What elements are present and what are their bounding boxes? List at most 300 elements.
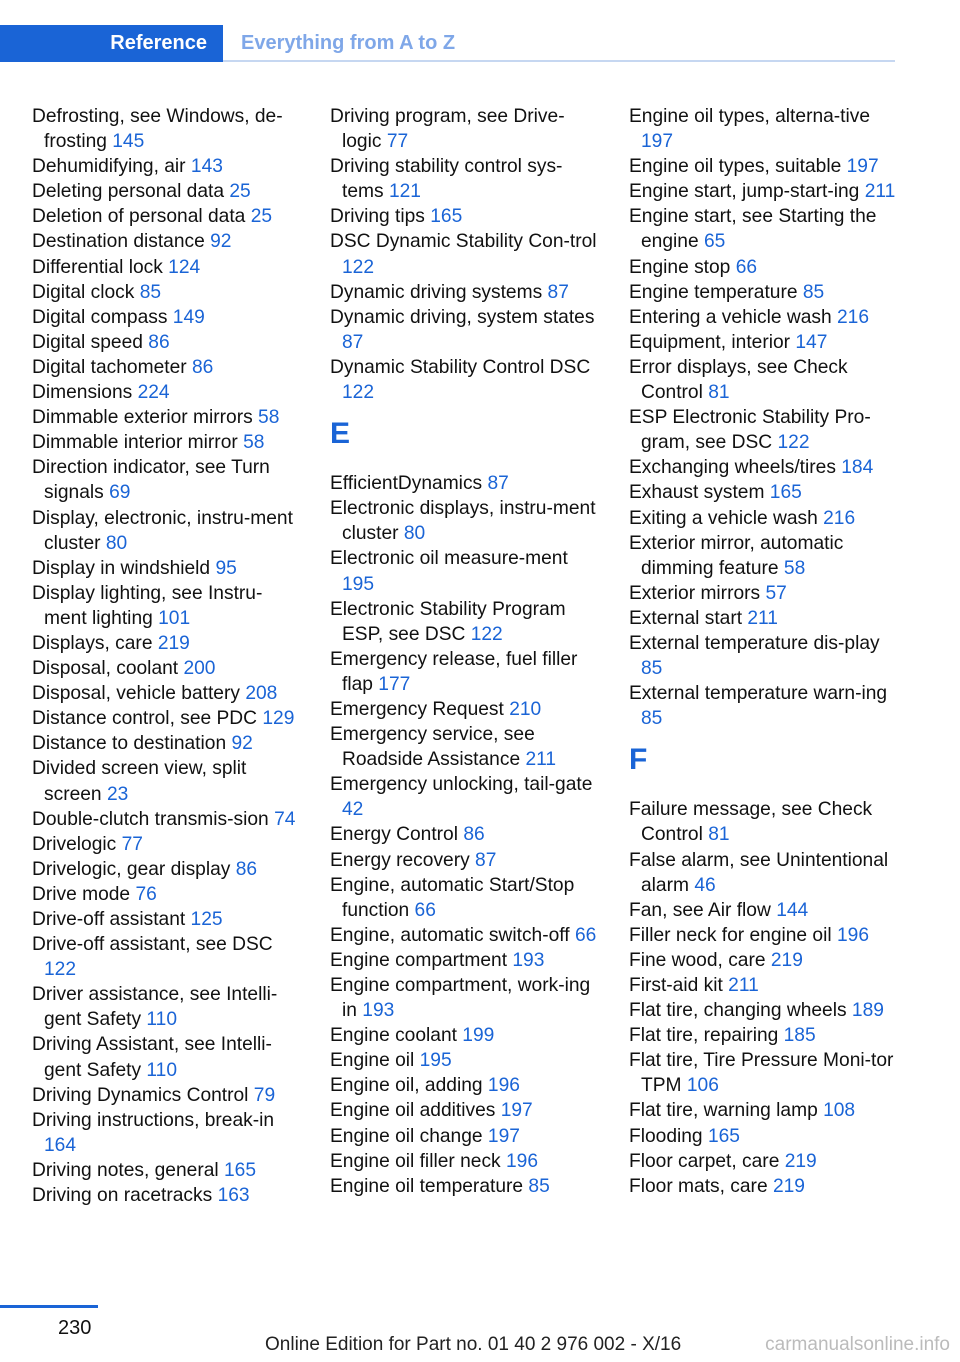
entry-term: Emergency unlocking, tail-gate [330,774,593,796]
index-entry [32,430,302,455]
index-entry [32,204,302,229]
edition-note: Online Edition for Part no. 01 40 2 976 002 - X/16 [265,1334,682,1355]
entry-term: Driving Assistant, see Intelli-gent Safety [32,1034,272,1081]
entry-page-link[interactable]: 80 [105,532,128,554]
entry-page-link[interactable]: 177 [378,673,411,695]
entry-list [330,471,600,1199]
entry-term: Engine oil types, alterna-tive [629,106,871,127]
entry-page-link[interactable]: 122 [777,432,810,454]
subsection-title[interactable]: Everything from A to Z [241,32,456,54]
entry-term: Floor mats, care [629,1175,768,1197]
index-entry [330,1023,600,1048]
entry-term: Dynamic driving, system states [330,306,595,328]
index-entry [32,656,302,681]
entry-term: Defrosting, see Windows, de-frosting [32,106,283,153]
index-entry [32,631,302,656]
entry-term: Exhaust system [629,482,765,504]
index-entry [629,355,897,405]
entry-page-link[interactable]: 211 [864,181,896,203]
entry-page-link[interactable]: 216 [837,306,870,328]
index-entry [330,546,600,596]
entry-term: Dehumidifying, air [32,156,186,178]
index-entry [330,204,600,229]
entry-term: Distance control, see PDC [32,708,258,730]
section-tab-reference[interactable]: Reference [110,32,207,54]
entry-page-link[interactable]: 196 [836,924,869,946]
index-entry [32,1183,302,1208]
entry-page-link[interactable]: 224 [137,382,170,404]
entry-page-link[interactable]: 197 [500,1100,533,1122]
entry-page-link[interactable]: 66 [735,256,758,278]
entry-page-link[interactable]: 87 [342,331,364,353]
index-entry [32,330,302,355]
entry-term: Driving Dynamics Control [32,1084,249,1106]
entry-term: Engine, automatic Start/Stop function [330,874,575,921]
index-entry [629,455,897,480]
index-entry [32,380,302,405]
index-entry [32,355,302,380]
index-entry [32,1108,302,1158]
entry-term: Emergency Request [330,698,504,720]
entry-page-link[interactable]: 121 [388,181,421,203]
entry-term: Engine oil, adding [330,1075,483,1097]
entry-term: Distance to destination [32,733,227,755]
entry-page-link[interactable]: 101 [158,607,191,629]
index-entry [629,506,897,531]
index-entry [32,731,302,756]
index-entry [629,280,897,305]
index-entry [32,1032,302,1082]
entry-page-link[interactable]: 219 [784,1150,817,1172]
entry-term: Dimensions [32,382,133,404]
entry-term: Engine temperature [629,281,798,303]
entry-page-link[interactable]: 87 [547,281,569,303]
entry-term: Engine oil [330,1050,415,1072]
index-entry [330,305,600,355]
entry-page-link[interactable]: 46 [694,874,716,896]
entry-term: Dimmable exterior mirrors [32,407,253,429]
entry-term: Drive-off assistant, see DSC [32,934,273,956]
entry-page-link[interactable]: 77 [121,833,143,855]
index-entry [629,1023,897,1048]
index-entry [32,229,302,254]
index-entry [629,1124,897,1149]
index-entry [629,405,897,455]
entry-term: Digital clock [32,281,135,303]
index-entry [330,280,600,305]
entry-page-link[interactable]: 92 [210,231,232,253]
entry-page-link[interactable]: 58 [783,557,806,579]
entry-term: Display, electronic, instru-ment cluster [32,507,293,554]
index-entry [629,531,897,581]
index-entry [330,1149,600,1174]
entry-term: Entering a vehicle wash [629,306,832,328]
index-entry [32,857,302,882]
index-entry [330,848,600,873]
index-entry [330,496,600,546]
entry-page-link[interactable]: 219 [772,1175,805,1197]
entry-page-link[interactable]: 106 [686,1075,719,1097]
entry-page-link[interactable]: 122 [44,959,77,981]
index-entry [32,1083,302,1108]
index-entry [629,255,897,280]
header-rule [223,60,895,62]
entry-page-link[interactable]: 196 [506,1150,539,1172]
entry-term: Divided screen view, split screen [32,758,247,805]
entry-page-link[interactable]: 86 [463,824,485,846]
index-entry [32,832,302,857]
entry-term: Exterior mirror, automatic dimming feature [629,532,844,579]
entry-term: Energy Control [330,824,458,846]
entry-term: Engine stop [629,256,731,278]
entry-term: Emergency release, fuel filler flap [330,648,578,695]
entry-page-link[interactable]: 85 [139,281,162,303]
entry-page-link[interactable]: 145 [112,131,145,153]
entry-page-link[interactable]: 129 [262,708,295,730]
index-entry [32,907,302,932]
entry-term: Flat tire, changing wheels [629,1000,847,1022]
index-entry [32,255,302,280]
entry-term: Engine compartment, work-ing in [330,975,591,1022]
entry-page-link[interactable]: 210 [509,698,542,720]
entry-page-link[interactable]: 195 [419,1050,452,1072]
entry-term: Failure message, see Check Control [629,799,873,846]
entry-page-link[interactable]: 85 [802,281,825,303]
entry-term: Flat tire, repairing [629,1025,779,1047]
entry-term: External start [629,607,743,629]
index-entry [330,355,600,405]
index-entry [330,154,600,204]
entry-term: Engine start, see Starting the engine [629,206,877,253]
entry-page-link[interactable]: 110 [146,1059,178,1081]
index-entry [32,807,302,832]
index-entry [330,873,600,923]
entry-page-link[interactable]: 77 [386,131,409,153]
entry-page-link[interactable]: 58 [258,407,280,429]
entry-page-link[interactable]: 58 [243,432,265,454]
index-entry [629,305,897,330]
entry-page-link[interactable]: 42 [342,799,364,821]
entry-term: Disposal, coolant [32,658,179,680]
entry-page-link[interactable]: 147 [795,331,828,353]
entry-term: Exchanging wheels/tires [629,457,836,479]
entry-page-link[interactable]: 208 [245,683,278,705]
entry-term: Direction indicator, see Turn signals [32,457,270,504]
entry-page-link[interactable]: 184 [841,457,874,479]
index-entry [629,204,897,254]
entry-term: Fine wood, care [629,949,766,971]
index-column-2 [330,104,600,1199]
index-entry [330,948,600,973]
index-entry [330,229,600,279]
index-entry [32,104,302,154]
index-entry [629,1149,897,1174]
entry-term: Drivelogic, gear display [32,858,231,880]
entry-term: Energy recovery [330,849,470,871]
index-entry [629,797,897,847]
entry-page-link[interactable]: 211 [525,749,557,771]
index-entry [32,756,302,806]
index-entry [32,681,302,706]
entry-term: External temperature warn-ing [629,683,888,705]
entry-page-link[interactable]: 86 [191,356,214,378]
entry-term: Digital compass [32,306,168,328]
entry-page-link[interactable]: 57 [765,582,787,604]
entry-page-link[interactable]: 185 [783,1025,816,1047]
entry-term: Flat tire, warning lamp [629,1100,818,1122]
index-entry [330,973,600,1023]
entry-page-link[interactable]: 95 [215,557,237,579]
entry-term: Floor carpet, care [629,1150,780,1172]
entry-page-link[interactable]: 85 [528,1175,550,1197]
entry-page-link[interactable]: 122 [342,382,375,404]
index-entry [330,772,600,822]
entry-term: Driving notes, general [32,1159,219,1181]
entry-term: Dynamic Stability Control DSC [330,356,591,378]
entry-term: Deleting personal data [32,181,225,203]
index-entry [629,154,897,179]
index-entry [629,480,897,505]
letter-heading-f: F [629,743,648,777]
entry-page-link[interactable]: 76 [135,883,157,905]
entry-term: Engine oil temperature [330,1175,524,1197]
entry-page-link[interactable]: 219 [770,949,803,971]
index-entry [32,581,302,631]
entry-list [32,104,302,1208]
entry-page-link[interactable]: 85 [641,708,663,730]
index-entry [32,280,302,305]
index-entry [32,882,302,907]
index-entry [32,305,302,330]
page-number: 230 [58,1317,92,1339]
entry-page-link[interactable]: 122 [342,256,375,278]
entry-term: Emergency service, see Roadside Assistance [330,724,535,771]
entry-page-link[interactable]: 193 [512,949,545,971]
entry-page-link[interactable]: 23 [106,783,129,805]
entry-term: Deletion of personal data [32,206,246,228]
entry-page-link[interactable]: 164 [44,1134,77,1156]
entry-page-link[interactable]: 163 [217,1185,250,1207]
entry-page-link[interactable]: 216 [823,507,856,529]
entry-term: Engine oil filler neck [330,1150,501,1172]
index-entry [629,973,897,998]
index-entry [330,1098,600,1123]
entry-term: Driving on racetracks [32,1185,213,1207]
entry-page-link[interactable]: 195 [342,573,375,595]
index-entry [629,631,897,681]
index-entry [629,923,897,948]
entry-term: External temperature dis-play [629,632,880,654]
index-entry [32,506,302,556]
entry-term: Engine oil additives [330,1100,496,1122]
index-entry [330,1073,600,1098]
entry-term: Driver assistance, see Intelli-gent Safety [32,984,278,1031]
index-entry [330,471,600,496]
index-entry [629,104,897,154]
index-entry [330,1048,600,1073]
entry-term: ESP Electronic Stability Pro-gram, see DSC [629,407,871,454]
entry-page-link[interactable]: 144 [776,899,809,921]
entry-term: DSC Dynamic Stability Con-trol [330,231,597,253]
entry-page-link[interactable]: 197 [846,156,879,178]
entry-term: Electronic Stability Program ESP, see DSC [330,598,566,645]
index-entry [629,948,897,973]
entry-term: First-aid kit [629,975,723,996]
entry-page-link[interactable]: 66 [414,899,436,921]
entry-page-link[interactable]: 110 [146,1009,178,1031]
index-entry [330,822,600,847]
entry-term: Engine compartment [330,949,508,971]
index-entry [629,1048,897,1098]
entry-term: Flooding [629,1125,703,1147]
entry-term: Engine oil types, suitable [629,156,842,178]
entry-page-link[interactable]: 211 [747,607,778,629]
entry-page-link[interactable]: 149 [172,306,205,328]
entry-term: Driving stability control sys-tems [330,156,563,203]
entry-term: Display lighting, see Instru-ment lighting [32,582,263,629]
entry-page-link[interactable]: 87 [475,849,497,871]
entry-page-link[interactable]: 165 [430,206,463,228]
index-entry [330,697,600,722]
entry-term: Flat tire, Tire Pressure Moni-tor TPM [629,1050,894,1097]
entry-page-link[interactable]: 197 [487,1125,520,1147]
entry-page-link[interactable]: 219 [157,632,190,654]
entry-page-link[interactable]: 66 [574,924,597,946]
entry-term: Differential lock [32,256,163,278]
entry-page-link[interactable]: 165 [707,1125,740,1147]
entry-page-link[interactable]: 200 [183,658,216,680]
entry-term: Exterior mirrors [629,582,761,604]
index-entry [330,104,600,154]
index-entry [32,982,302,1032]
entry-page-link[interactable]: 165 [769,482,802,504]
index-entry [32,706,302,731]
entry-term: Double-clutch transmis-sion [32,808,269,830]
index-entry [32,154,302,179]
index-entry [629,581,897,606]
entry-term: Digital speed [32,331,143,353]
entry-page-link[interactable]: 193 [362,1000,395,1022]
index-entry [32,932,302,982]
entry-page-link[interactable]: 87 [487,473,509,495]
index-entry [330,647,600,697]
entry-term: Dynamic driving systems [330,281,543,303]
entry-page-link[interactable]: 79 [253,1084,276,1106]
entry-page-link[interactable]: 65 [703,231,726,253]
index-entry [32,179,302,204]
entry-list [629,104,897,731]
entry-page-link[interactable]: 80 [403,523,426,545]
entry-term: Engine, automatic switch-off [330,924,570,946]
entry-page-link[interactable]: 189 [851,1000,884,1022]
entry-term: Digital tachometer [32,356,187,378]
entry-page-link[interactable]: 25 [250,206,273,228]
entry-term: Dimmable interior mirror [32,432,238,454]
entry-page-link[interactable]: 125 [190,909,223,930]
entry-term: Driving tips [330,206,425,228]
entry-page-link[interactable]: 143 [190,156,223,178]
entry-term: Engine oil change [330,1125,483,1147]
entry-page-link[interactable]: 108 [823,1100,856,1122]
entry-list [629,797,897,1199]
entry-page-link[interactable]: 199 [462,1025,495,1047]
entry-page-link[interactable]: 74 [274,808,296,830]
entry-page-link[interactable]: 197 [641,131,674,153]
entry-page-link[interactable]: 196 [487,1075,520,1097]
entry-page-link[interactable]: 86 [235,858,258,880]
entry-term: Drive-off assistant [32,909,186,930]
entry-list [330,104,600,405]
entry-page-link[interactable]: 92 [231,733,253,755]
index-column-3 [629,104,897,1199]
entry-page-link[interactable]: 165 [224,1159,257,1181]
entry-term: Disposal, vehicle battery [32,683,240,705]
index-entry [32,1158,302,1183]
index-entry [629,998,897,1023]
entry-page-link[interactable]: 86 [148,331,170,353]
entry-page-link[interactable]: 211 [728,975,759,996]
entry-page-link[interactable]: 81 [708,382,730,404]
entry-term: Error displays, see Check Control [629,356,848,404]
watermark: carmanualsonline.info [765,1334,950,1355]
index-column-1 [32,104,302,1208]
page-header [0,25,895,62]
index-entry [629,179,897,204]
index-entry [330,1174,600,1199]
entry-term: False alarm, see Unintentional alarm [629,849,889,896]
index-entry [629,848,897,898]
index-entry [330,597,600,647]
entry-term: Driving instructions, break-in [32,1109,275,1131]
entry-term: EfficientDynamics [330,473,483,495]
entry-page-link[interactable]: 85 [641,658,663,680]
index-entry [32,455,302,505]
index-entry [32,556,302,581]
entry-page-link[interactable]: 25 [229,181,251,203]
entry-term: Destination distance [32,231,205,253]
letter-heading-e: E [330,417,351,451]
index-entry [629,1174,897,1199]
index-entry [629,681,897,731]
index-entry [330,722,600,772]
index-entry [32,405,302,430]
entry-term: Displays, care [32,632,153,654]
entry-term: Electronic oil measure-ment [330,548,568,570]
entry-page-link[interactable]: 122 [470,623,503,645]
entry-page-link[interactable]: 81 [708,824,730,846]
index-entry [330,923,600,948]
entry-term: Electronic displays, instru-ment cluster [330,498,596,545]
entry-term: Driving program, see Drive-logic [330,106,565,153]
index-entry [629,606,897,631]
entry-term: Engine start, jump-start-ing [629,181,860,203]
index-entry [629,330,897,355]
entry-term: Equipment, interior [629,331,791,353]
entry-term: Display in windshield [32,557,211,579]
entry-term: Exiting a vehicle wash [629,507,818,529]
entry-term: Drive mode [32,883,131,905]
entry-term: Drivelogic [32,833,117,855]
entry-term: Engine coolant [330,1025,457,1047]
entry-page-link[interactable]: 124 [168,256,201,278]
index-entry [629,1098,897,1123]
footer-rule [0,1305,98,1308]
index-entry [330,1124,600,1149]
entry-page-link[interactable]: 69 [109,482,131,504]
entry-term: Fan, see Air flow [629,899,771,921]
entry-term: Filler neck for engine oil [629,924,832,946]
index-entry [629,898,897,923]
